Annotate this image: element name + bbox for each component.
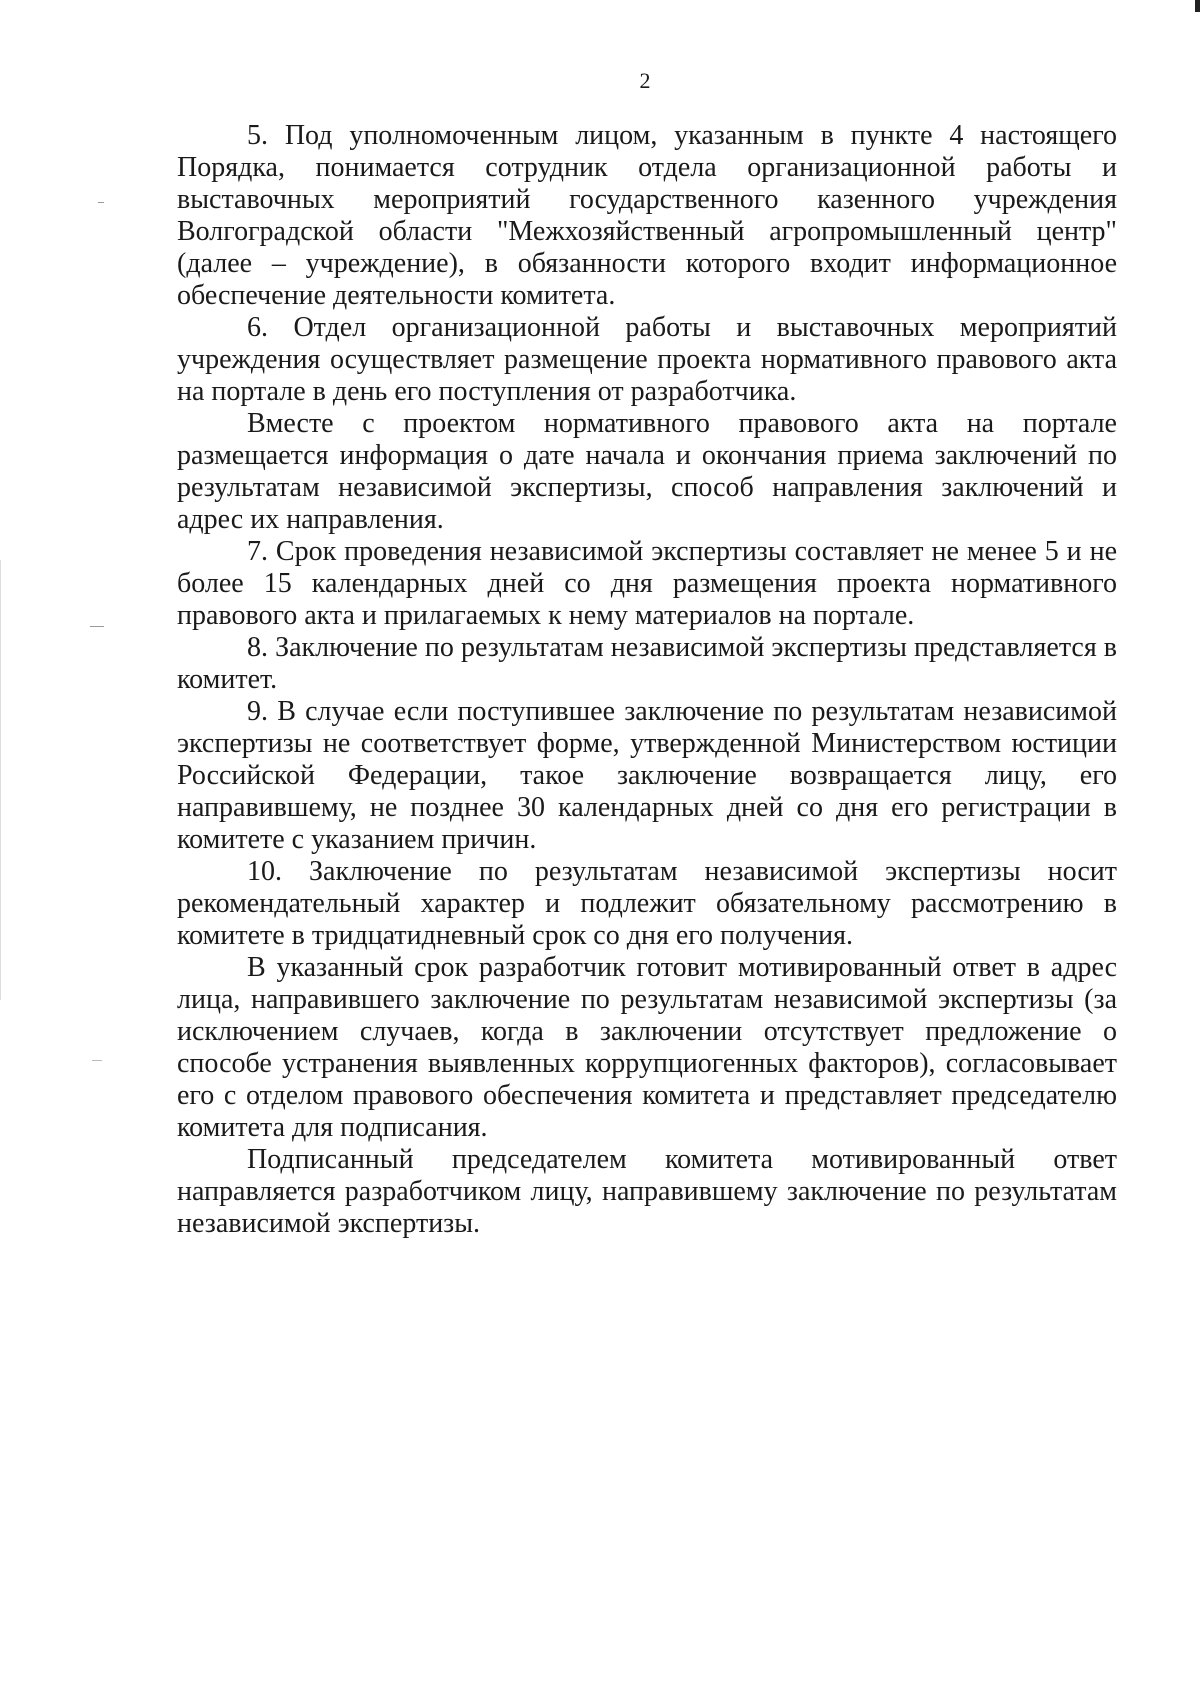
paragraph-9: 9. В случае если поступившее заключение по результатам независимой экспертизы не соответствует форме, утвержденной Министерством юстиции Российской Федерации, такое заключение возвращается лицу, его направившему, не позднее 30 календарных дней со дня его регистрации в комитете с указанием причин. [177,696,1117,855]
paragraph-6: 6. Отдел организационной работы и выставочных мероприятий учреждения осуществляет размещение проекта нормативного правового акта на портале в день его поступления от разработчика. [177,312,1117,407]
scan-margin-mark [90,626,104,627]
paragraph-5: 5. Под уполномоченным лицом, указанным в пункте 4 настоящего Порядка, понимается сотрудник отдела организационной работы и выставочных мероприятий государственного казенного учреждения Волгоградской области "Межхозяйственный агропромышленный центр" (далее – учреждение), в обязанности которого входит информационное обеспечение деятельности комитета. [177,120,1117,311]
paragraph-8: 8. Заключение по результатам независимой экспертизы представляется в комитет. [177,632,1117,695]
scan-margin-mark [92,1060,102,1061]
page-number: 2 [639,68,651,93]
scan-edge-mark [1195,0,1200,12]
scan-margin-mark [98,202,104,203]
paragraph-10-continuation: В указанный срок разработчик готовит мотивированный ответ в адрес лица, направившего заключение по результатам независимой экспертизы (за исключением случаев, когда в заключении отсутствует предложение о способе устранения выявленных коррупциогенных факторов), согласовывает его с отделом правового обеспечения комитета и представляет председателю комитета для подписания. [177,952,1117,1143]
scan-page-edge [0,560,1,1000]
paragraph-6-continuation: Вместе с проектом нормативного правового акта на портале размещается информация о дате начала и окончания приема заключений по результатам независимой экспертизы, способ направления заключений и адрес их направления. [177,408,1117,535]
document-body [177,120,1117,1240]
paragraph-10: 10. Заключение по результатам независимой экспертизы носит рекомендательный характер и подлежит обязательному рассмотрению в комитете в тридцатидневный срок со дня его получения. [177,856,1117,951]
paragraph-10-final: Подписанный председателем комитета мотивированный ответ направляется разработчиком лицу, направившему заключение по результатам независимой экспертизы. [177,1144,1117,1239]
paragraph-7: 7. Срок проведения независимой экспертизы составляет не менее 5 и не более 15 календарных дней со дня размещения проекта нормативного правового акта и прилагаемых к нему материалов на портале. [177,536,1117,631]
